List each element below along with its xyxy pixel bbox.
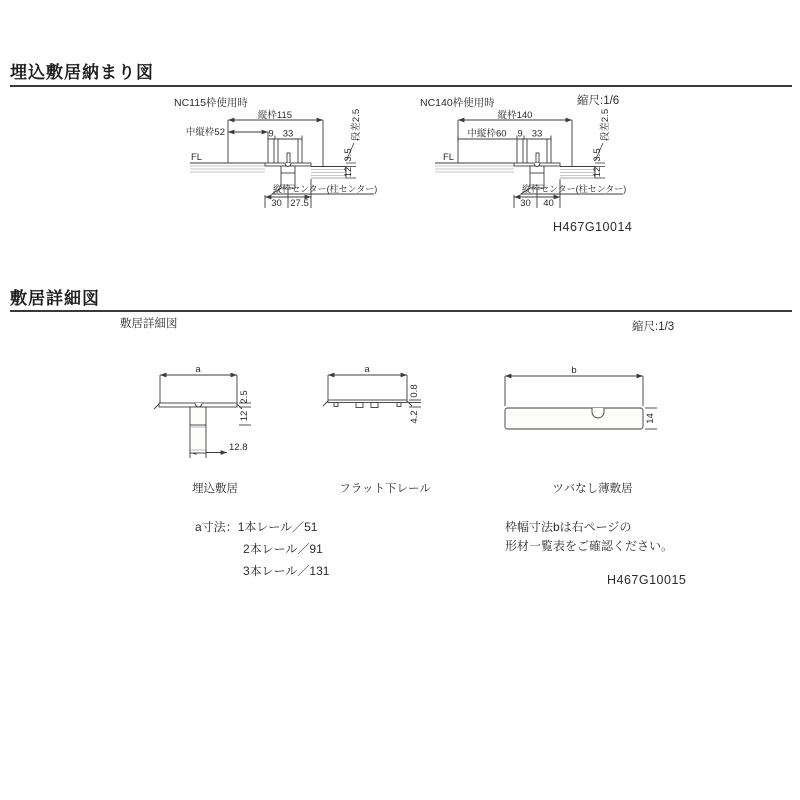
a-dims-item-2: 2本レール／91 <box>243 542 323 556</box>
profile3-dim-b: b <box>571 365 577 376</box>
nc115-b2: 27.5 <box>290 198 309 209</box>
section2-underline <box>10 310 792 312</box>
nc115-d33: 33 <box>282 128 294 140</box>
nc115-frame-dim: 縦枠115 <box>257 110 293 121</box>
nc115-d9: 9 <box>268 128 274 140</box>
profile1-caption: 埋込敷居 <box>192 483 238 495</box>
nc140-step: 段差2.5 <box>600 108 611 142</box>
nc140-frame-members <box>523 139 551 163</box>
nc115-texts <box>186 109 377 209</box>
profile3-drawing <box>480 360 690 472</box>
nc115-d35: 3.5 <box>343 148 354 162</box>
profile3-shape <box>505 408 643 429</box>
nc140-fl: FL <box>443 152 455 163</box>
nc115-title: NC115枠使用時 <box>174 97 248 109</box>
nc115-frame-members <box>274 139 302 163</box>
profile3-caption: ツバなし薄敷居 <box>552 483 633 495</box>
section2-title: 敷居詳細図 <box>10 289 100 308</box>
nc140-title-group <box>420 96 495 109</box>
profile2-dim-a: a <box>364 364 370 375</box>
profile2-shape <box>323 400 412 408</box>
nc140-mid-dim: 中縦枠60 <box>467 128 507 140</box>
scale2-label: 縮尺:1/3 <box>632 321 675 333</box>
nc140-title: NC140枠使用時 <box>420 97 495 109</box>
nc140-dimension-lines <box>458 120 572 166</box>
profile1-dim-128: 12.8 <box>229 442 248 453</box>
code2-label: H467G10015 <box>607 573 687 587</box>
a-dims-item-1: 1本レール／51 <box>237 520 318 534</box>
b-note <box>505 518 673 556</box>
scale1-label: 縮尺:1/6 <box>577 95 620 107</box>
profile1-dim-25: 2.5 <box>239 390 250 404</box>
section1-title: 埋込敷居納まり図 <box>10 63 154 82</box>
profile2-dim-42: 4.2 <box>409 410 420 424</box>
b-note-line-1: 枠幅寸法bは右ページの <box>505 520 632 534</box>
nc115-d12: 12 <box>343 166 354 178</box>
profile3-dim-14: 14 <box>645 413 656 424</box>
nc140-texts <box>443 109 626 209</box>
nc140-diagram <box>405 93 670 215</box>
nc140-frame-dim: 縦枠140 <box>497 110 533 121</box>
b-note-line-2: 形材一覧表をご確認ください。 <box>505 539 674 553</box>
profile2-caption: フラット下レール <box>339 483 431 495</box>
nc140-b2: 40 <box>543 198 554 209</box>
nc115-fl: FL <box>191 152 203 163</box>
nc115-b1: 30 <box>271 198 282 209</box>
nc115-mid-dim: 中縦枠52 <box>185 127 225 138</box>
profile1-dim-12: 12 <box>239 410 250 422</box>
profile2-drawing <box>310 360 460 472</box>
nc115-title-group <box>174 96 248 109</box>
profile1-dim-a: a <box>195 364 201 375</box>
nc140-d12: 12 <box>592 166 603 178</box>
nc115-diagram <box>160 93 410 215</box>
a-dims-item-3: 3本レール／131 <box>243 564 330 578</box>
profile2-dim-08: 0.8 <box>409 384 420 398</box>
profile1-drawing <box>140 360 300 472</box>
nc115-step: 段差2.5 <box>351 108 362 142</box>
nc140-d35: 3.5 <box>592 148 603 162</box>
nc115-leader-text: 縦枠センター(柱センター) <box>273 184 378 194</box>
code1-label: H467G10014 <box>553 220 633 234</box>
nc140-d9: 9 <box>517 128 523 140</box>
section1-underline <box>10 85 792 87</box>
a-dims-note <box>195 516 329 582</box>
section2-sub-label: 敷居詳細図 <box>120 318 178 330</box>
nc140-b1: 30 <box>520 198 531 209</box>
nc140-d33: 33 <box>531 128 543 140</box>
a-dims-prefix: a寸法： <box>195 520 238 534</box>
nc140-leader-text: 縦枠センター(柱センター) <box>522 184 627 194</box>
profile2-texts <box>364 364 420 424</box>
